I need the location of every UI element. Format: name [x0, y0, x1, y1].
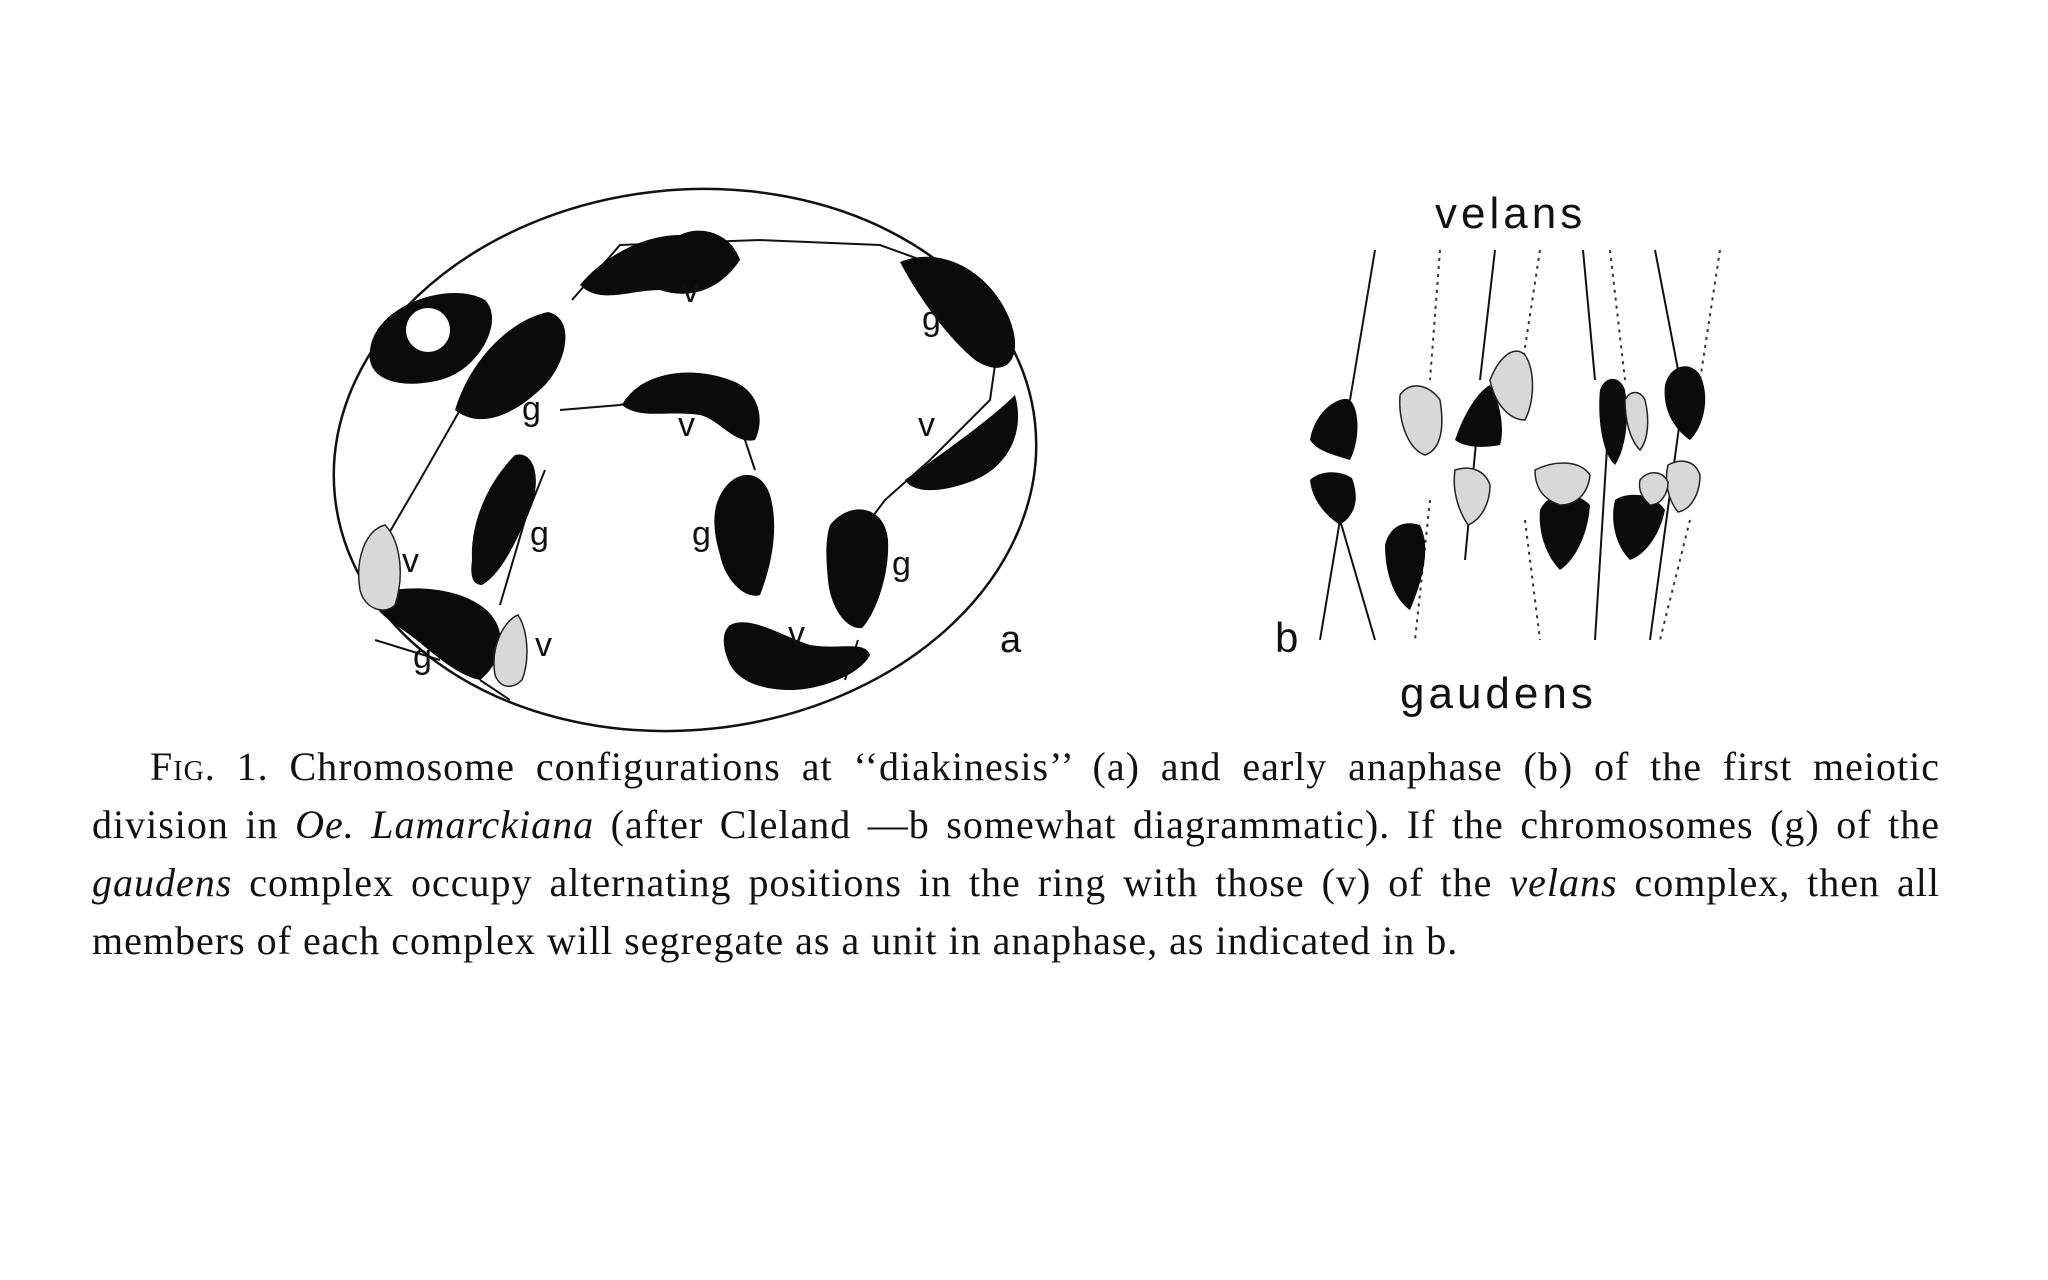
- b-pair-4-bottom: [1540, 494, 1590, 570]
- label-v5: v: [535, 626, 552, 664]
- b-pair-7-top: [1665, 366, 1706, 440]
- caption-velans: velans: [1509, 860, 1618, 905]
- caption-text-4: complex, then all members of each complex will segregate as a unit in anaphase, as indicated in b.: [92, 860, 1940, 963]
- caption-gaudens: gaudens: [92, 860, 233, 905]
- b-pair-7-bottom: [1666, 461, 1700, 512]
- label-g4: g: [692, 515, 711, 553]
- chromosome-g-centerright: [826, 509, 888, 628]
- caption-text-3: complex occupy alternating positions in the ring with those (v) of the: [232, 860, 1510, 905]
- label-g5: g: [892, 545, 911, 583]
- b-pair-3-bottom: [1454, 468, 1490, 525]
- caption-species: Oe. Lamarckiana: [295, 802, 595, 847]
- b-pair-2-top: [1400, 386, 1442, 455]
- figure-caption: [92, 738, 1940, 970]
- label-gaudens: gaudens: [1400, 669, 1597, 718]
- caption-text-2: (after Cleland —b somewhat diagrammatic). If the chromosomes (g) of the: [594, 802, 1940, 847]
- chromosome-g-center: [714, 475, 774, 596]
- b-pair-1-top: [1310, 399, 1358, 460]
- label-v4: v: [402, 542, 419, 580]
- b-pair-6-bottom: [1613, 495, 1665, 560]
- chromosome-v-stippled-bottom: [494, 615, 527, 686]
- b-pair-5-top: [1535, 463, 1590, 505]
- label-v6: v: [788, 615, 805, 653]
- chromosome-g-topright: [900, 257, 1015, 368]
- panel-label-a: a: [1000, 619, 1022, 661]
- label-v2: v: [678, 406, 695, 444]
- label-g1: g: [922, 300, 941, 338]
- label-g2: g: [522, 390, 541, 428]
- chromosome-v-top: [580, 231, 740, 296]
- nucleolus-hole: [406, 308, 450, 352]
- caption-fig-label: Fig. 1.: [150, 744, 269, 789]
- panel-b-anaphase: [1275, 189, 1720, 718]
- panel-label-b: b: [1275, 614, 1299, 661]
- label-v3: v: [918, 406, 935, 444]
- b-pair-5-bottom: [1599, 379, 1627, 465]
- label-g6: g: [413, 638, 432, 676]
- b-pair-6-top: [1625, 393, 1648, 451]
- chromosome-g-midleft: [471, 454, 536, 585]
- label-g3: g: [530, 515, 549, 553]
- caption-text-1: Chromosome configurations at ‘‘diakinesis’’ (a) and early anaphase (b) of the first meiotic division in: [92, 744, 1941, 847]
- b-pair-1-bottom: [1310, 472, 1356, 525]
- spindle-fibres-dotted: [1415, 250, 1720, 640]
- label-v1: v: [682, 272, 699, 310]
- label-velans: velans: [1435, 189, 1587, 238]
- chromosome-v-stippled-left: [359, 525, 400, 610]
- panel-a-diakinesis: [307, 155, 1064, 760]
